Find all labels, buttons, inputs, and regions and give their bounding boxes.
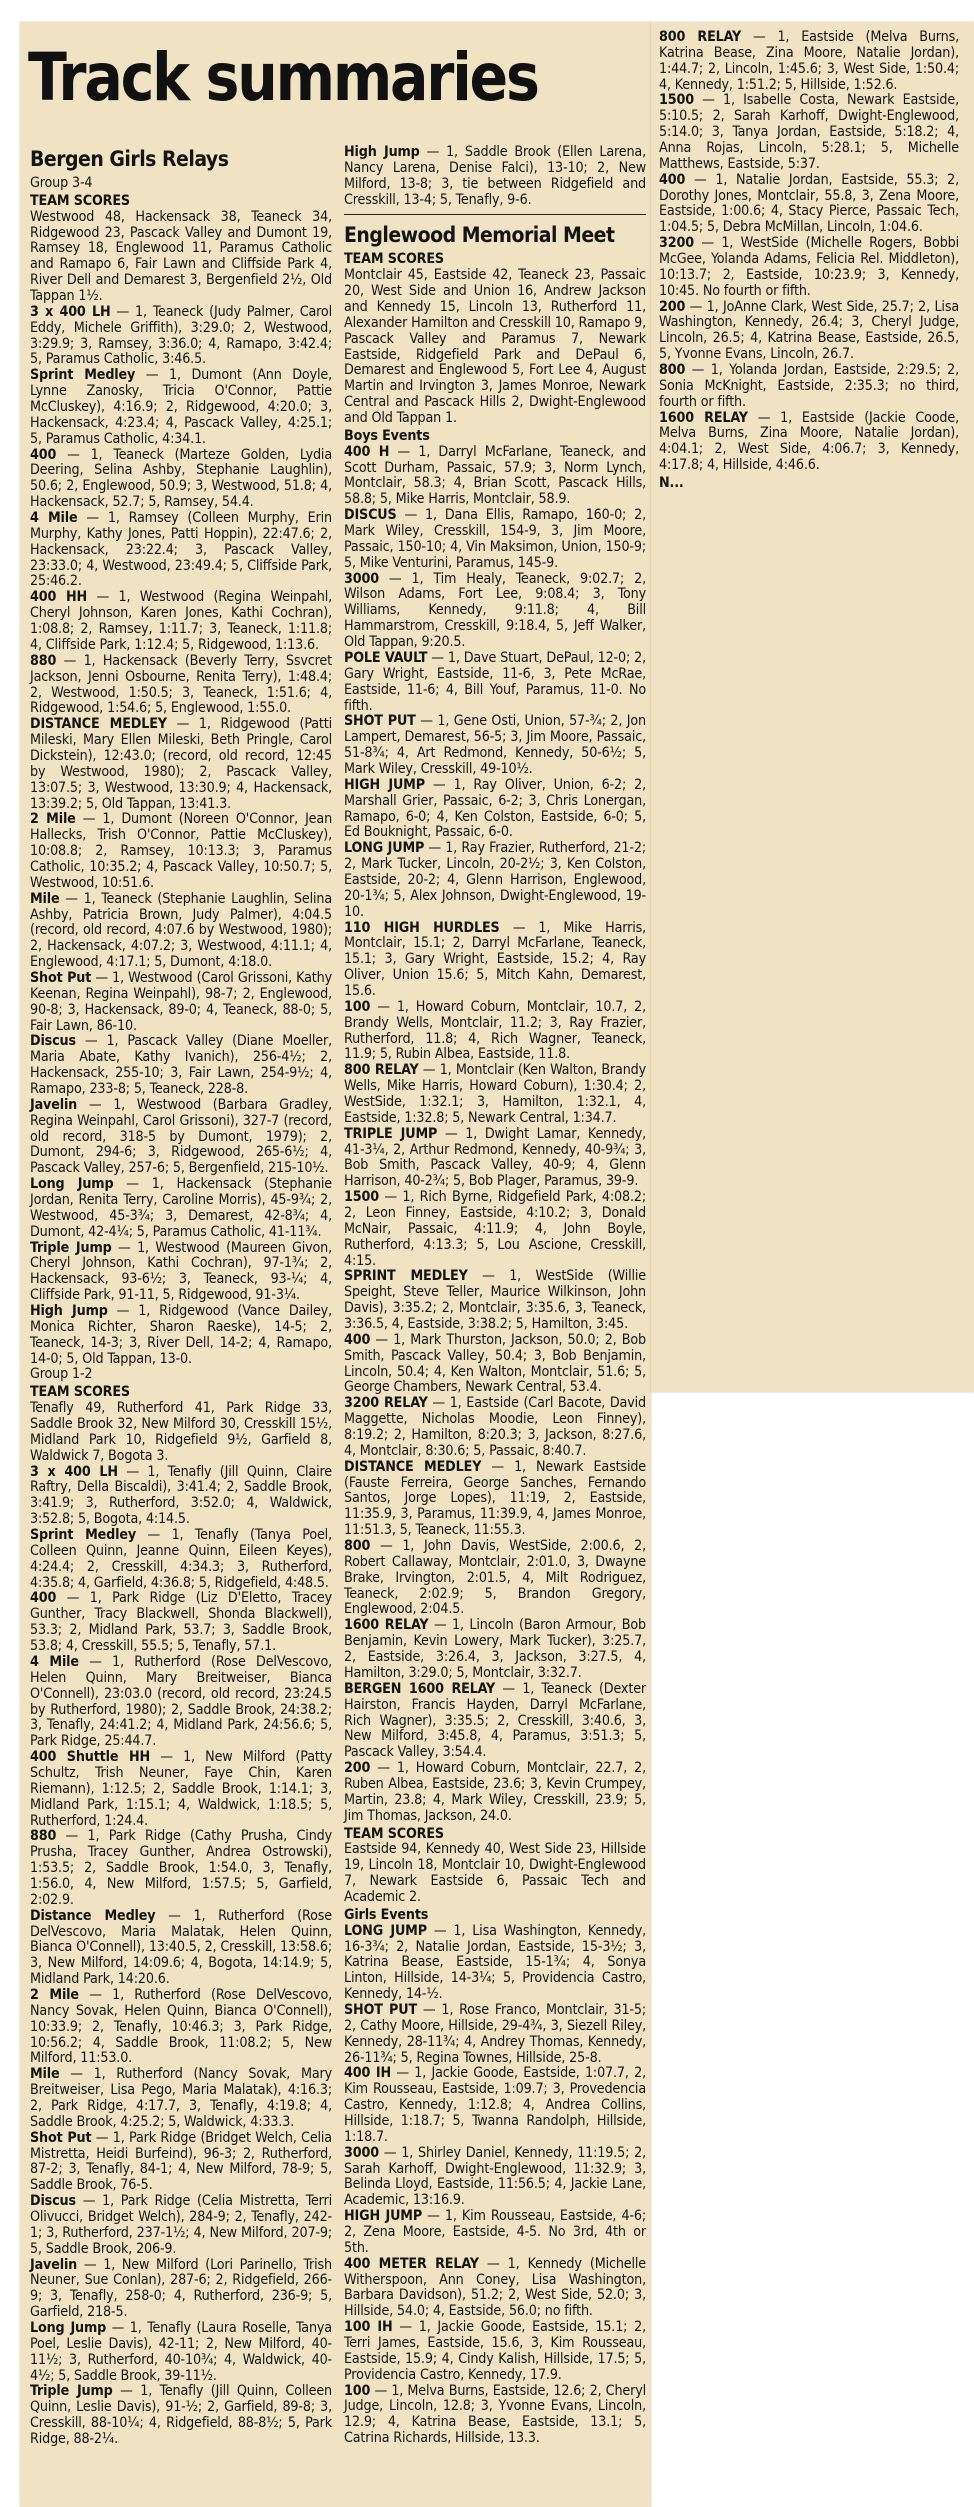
event-name: 800 — [659, 362, 686, 379]
event-text: — 1, Jackie Goode, Eastside, 1:07.7, 2, Kim Rousseau, Eastside, 1:09.7; 3, Provedencia Castro, Kennedy, 1:12.8; 4, Andrea Collins, Hillside, 1:18.7; 5, Twanna Randolph, Hillside, 1:18.7. — [344, 2065, 646, 2145]
event-text: — 1, WestSide (Michelle Rogers, Bobbi McGee, Yolanda Adams, Felicia Rel. Middleton), 10:13.7; 2, Eastside, 10:23.9; 3, Kennedy, 10:45. No fourth or fifth. — [659, 235, 959, 299]
event-result — [30, 1528, 332, 1591]
event-result — [344, 2003, 646, 2066]
event-name: DISTANCE MEDLEY — [30, 716, 167, 733]
event-result — [30, 1241, 332, 1304]
event-name: TRIPLE JUMP — [344, 1125, 438, 1142]
event-text: — 1, Rutherford (Rose DelVescovo, Helen Quinn, Mary Breitweiser, Bianca O'Connell), 23:03.0 (record, old record, 23:24.5 by Rutherford, 1980); 2, Saddle Brook, 24:38.2; 3, Tenafly, 24:41.2; 4, Midland Park, 24:56.6; 5, Park Ridge, 25:44.7. — [30, 1653, 332, 1750]
event-result — [344, 1063, 646, 1126]
event-text: — 1, Mike Harris, Montclair, 15.1; 2, Darryl McFarlane, Teaneck, 15.1; 3, Gary Wright, Eastside, 15.2; 4, Ray Oliver, Union 15.6; 5, Mitch Kahn, Demarest, 15.6. — [344, 919, 647, 999]
event-text: — 1, Ray Frazier, Rutherford, 21-2; 2, Mark Tucker, Lincoln, 20-2½; 3, Ken Colston, Eastside, 20-2; 4, Glenn Harrison, Englewood, 20-1¾; 5, Alex Johnson, Dwight-Englewood, 19-10. — [344, 840, 646, 920]
event-text: — 1, Westwood (Maureen Givon, Cheryl Johnson, Kathi Cochran), 97-1¾; 2, Hackensack, 93-6½; 3, Teaneck, 93-¼; 4, Cliffside Park, 91-11, 5, Ridgewood, 91-3¼. — [30, 1239, 332, 1304]
event-text: — 1, Hackensack (Stephanie Jordan, Renita Terry, Caroline Morris), 45-9¾; 2, Westwood, 45-3¾; 3, Demarest, 42-8¾; 4, Dumont, 42-4¼; 5, Paramus Catholic, 41-11¾. — [30, 1176, 332, 1240]
event-name: Sprint Medley — [30, 1527, 137, 1544]
event-result — [344, 1618, 646, 1681]
events-label: Girls Events — [344, 1906, 429, 1923]
event-name: 880 — [30, 652, 57, 669]
event-result — [30, 1829, 332, 1908]
event-result — [30, 1750, 332, 1829]
event-result — [344, 1539, 646, 1618]
event-text: — 1, Ridgewood (Patti Mileski, Mary Ellen Mileski, Beth Pringle, Carol Dickstein), 12:43.0; (record, old record, 12:45 by Westwood, 1980); 2, Pascack Valley, 13:07.5; 3, Westwood, 13:30.9; 4, Hackensack, 13:39.2; 5, Old Tappan, 13:41.3. — [30, 716, 332, 812]
event-result — [344, 714, 646, 777]
event-text: — 1, Dumont (Noreen O'Connor, Jean Hallecks, Trish O'Connor, Pattie McCluskey), 10:08.8; 2, Ramsey, 10:13.3; 3, Paramus Catholic, 10:35.2; 4, Pascack Valley, 10:50.7; 5, Westwood, 10:51.6. — [30, 811, 333, 891]
event-result — [30, 305, 332, 368]
event-name: 3000 — [344, 2144, 379, 2161]
event-text: — 1, Park Ridge (Cathy Prusha, Cindy Prusha, Tracey Gunther, Andrea Ostrowski), 1:53.5; 2, Saddle Brook, 1:54.0, 3, Tenafly, 1:56.0, 4, New Milford, 1:57.5; 5, Garfield, 2:02.9. — [30, 1828, 332, 1908]
event-text: — 1, New Milford (Lori Parinello, Trish Neuner, Sue Conlan), 287-6; 2, Ridgefield, 266-9; 3, Tenafly, 258-0; 4, Rutherford, 236-9; 5, Garfield, 218-5. — [30, 2256, 332, 2321]
event-name: Triple Jump — [30, 2383, 113, 2400]
event-name: 400 Shuttle HH — [30, 1749, 151, 1766]
event-text: — 1, Newark Eastside (Fauste Ferreira, George Sanches, Fernando Santos, Jorge Lopes), 11:19, 2, Eastside, 11:35.9, 3, Paramus, 11:39.9, 4, James Monroe, 11:51.3, 5, Teaneck, 11:55.3. — [344, 1458, 647, 1539]
event-result — [30, 2131, 332, 2194]
event-result — [344, 2146, 646, 2209]
event-result — [344, 2320, 646, 2383]
event-text: — 1, Ridgewood (Vance Dailey, Monica Richter, Sharon Raeske), 14-5; 2, Teaneck, 14-3; 3, River Dell, 14-2; 4, Ramapo, 14-0; 5, Old Tappan, 13-0. — [30, 1303, 332, 1367]
team-scores-label: TEAM SCORES — [30, 1384, 130, 1401]
event-result — [30, 2194, 332, 2257]
event-text: — 1, Pascack Valley (Diane Moeller, Maria Abate, Kathy Ivanich), 256-4½; 2, Hackensack, 255-10; 3, Fair Lawn, 254-9½; 4, Ramapo, 233-8; 5, Teaneck, 228-8. — [30, 1033, 332, 1097]
event-text: — 1, Rose Franco, Montclair, 31-5; 2, Cathy Moore, Hillside, 29-4¾, 3, Siezell Riley, Kennedy, 28-11¾; 4, Andrey Thomas, Kennedy, 26-11¾; 5, Regina Townes, Hillside, 25-8. — [344, 2001, 646, 2066]
event-text: — 1, Montclair (Ken Walton, Brandy Wells, Mike Harris, Howard Coburn), 1:30.4; 2, WestSide, 1:32.1; 3, Hamilton, 1:32.1, 4, Eastside, 1:32.8; 5, Newark Central, 1:34.7. — [344, 1062, 646, 1126]
event-text: — 1, JoAnne Clark, West Side, 25.7; 2, Lisa Washington, Kennedy, 26.4; 3, Cheryl Judge, Lincoln, 26.5; 4, Katrina Bease, Eastside, 26.5, 5, Yvonne Evans, Lincoln, 26.7. — [659, 298, 959, 363]
event-result — [30, 2321, 332, 2384]
event-text: — 1, Tenafly (Jill Quinn, Claire Raftry, Della Biscaldi), 3:41.4; 2, Saddle Brook, 3:41.9; 3, Rutherford, 3:52.0; 4, Waldwick, 3:52.8; 5, Bogota, 4:14.5. — [30, 1463, 332, 1528]
event-name: 400 — [344, 1331, 371, 1348]
event-text: — 1, Park Ridge (Celia Mistretta, Terri Olivucci, Bridget Welch), 284-9; 2, Tenafly, 242-1; 3, Rutherford, 237-1½; 4, New Milford, 207-9; 5, Saddle Brook, 206-9. — [30, 2193, 332, 2257]
team-scores-label: TEAM SCORES — [344, 1825, 444, 1842]
event-text: — 1, Howard Coburn, Montclair, 22.7, 2, Ruben Albea, Eastside, 23.6; 3, Kevin Crumpey, Martin, 23.8; 4, Mark Wiley, Cresskill, 23.9; 5, Jim Thomas, Jackson, 24.0. — [344, 1760, 646, 1824]
event-result — [30, 511, 332, 590]
event-text: — 1, Ramsey (Colleen Murphy, Erin Murphy, Kathy Jones, Patti Hoppin), 22:47.6; 2, Hackensack, 23:22.4; 3, Pascack Valley, 23:33.0; 4, Westwood, 23:49.4; 5, Cliffside Park, 25:46.2. — [30, 510, 332, 590]
event-text: — 1, Tenafly (Laura Roselle, Tanya Poel, Leslie Davis), 42-11; 2, New Milford, 40-11½; 3, Rutherford, 40-10¾; 4, Waldwick, 40-4½; 5, Saddle Brook, 39-11½. — [30, 2320, 332, 2384]
event-text: — 1, Teaneck (Dexter Hairston, Francis Hayden, Darryl McFarlane, Rich Wagner), 3:35.5; 2, Cresskill, 3:40.6, 3, New Milford, 3:45.8, 4, Paramus, 3:51.3; 5, Pascack Valley, 3:54.4. — [344, 1680, 646, 1761]
column-1 — [30, 145, 332, 2503]
team-scores: Montclair 45, Eastside 42, Teaneck 23, Passaic 20, West Side and Union 16, Andrew Jackson and Kennedy 15, Lincoln 13, Rutherford 11, Alexander Hamilton and Cresskill 10, Ramapo 9, Pascack Valley and Paramus 7, Newark Eastside, Ridgefield Park and DePaul 6, Demarest and Englewood 5, Fort Lee 4, August Martin and Irvington 3, James Monroe, Newark Central and Pascack Hills 2, Dwight-Englewood and Old Tappan 1. — [344, 267, 646, 427]
event-result — [344, 2066, 646, 2145]
event-text: — 1, Natalie Jordan, Eastside, 55.3; 2, Dorothy Jones, Montclair, 55.8, 3, Zena Moore, Eastside, 1:00.6; 4, Stacy Pierce, Passaic Tech, 1:04.5; 5, Debra McMillan, Lincoln, 1:04.6. — [659, 171, 959, 236]
event-name: HIGH JUMP — [344, 2208, 423, 2225]
event-result — [30, 1591, 332, 1654]
event-result — [344, 445, 646, 508]
event-text: — 1, Dave Stuart, DePaul, 12-0; 2, Gary Wright, Eastside, 11-6, 3, Pete McRae, Eastside, 11-6; 4, Bill Youf, Paramus, 11-0. No fifth. — [344, 649, 646, 714]
event-name: 200 — [659, 298, 686, 315]
event-name: 400 — [30, 1590, 57, 1607]
event-result — [30, 717, 332, 812]
event-name: 800 RELAY — [344, 1062, 419, 1079]
event-result — [659, 236, 959, 299]
events-label: Boys Events — [344, 427, 430, 444]
event-name: Long Jump — [30, 2320, 107, 2337]
event-result — [344, 572, 646, 651]
event-text: — 1, Isabelle Costa, Newark Eastside, 5:10.5; 2, Sarah Karhoff, Dwight-Englewood, 5:14.0; 3, Tanya Jordan, Eastside, 5:18.2; 4, Anna Rojas, Lincoln, 5:28.1; 5, Michelle Matthews, Eastside, 5:37. — [659, 92, 959, 172]
event-name: Javelin — [30, 1096, 78, 1113]
event-result — [659, 363, 959, 411]
event-name: Mile — [30, 890, 60, 907]
event-text: — 1, Gene Osti, Union, 57-¾; 2, Jon Lampert, Demarest, 56-5; 3, Jim Moore, Passaic, 51-8¾; 4, Art Redmond, Kennedy, 50-6½; 5, Mark Wiley, Cresskill, 49-10½. — [344, 713, 646, 777]
event-name: 4 Mile — [30, 510, 78, 527]
event-name: 400 — [30, 446, 57, 463]
event-name: 3000 — [344, 570, 379, 587]
event-result — [344, 2384, 646, 2447]
event-name: DISCUS — [344, 507, 397, 524]
event-text: — 1, Teaneck (Judy Palmer, Carol Eddy, Michele Griffith), 3:29.0; 2, Westwood, 3:29.9; 3, Ramsey, 3:36.0; 4, Ramapo, 3:42.4; 5, Paramus Catholic, 3:46.5. — [30, 303, 332, 368]
event-result — [30, 1988, 332, 2067]
event-result — [344, 1761, 646, 1824]
event-name: 2 Mile — [30, 1986, 79, 2003]
event-name: 1600 RELAY — [344, 1617, 429, 1634]
event-name: 200 — [344, 1760, 371, 1777]
event-result — [344, 508, 646, 571]
event-result — [344, 921, 646, 1000]
event-result — [659, 411, 959, 474]
event-result — [344, 651, 646, 714]
event-result — [344, 1000, 646, 1063]
event-result — [30, 1177, 332, 1240]
event-name: 4 Mile — [30, 1653, 79, 1670]
team-scores-label: TEAM SCORES — [344, 251, 444, 268]
column-3 — [659, 30, 959, 1385]
event-result — [659, 30, 959, 93]
event-text: — 1, Rich Byrne, Ridgefield Park, 4:08.2; 2, Leon Finney, Eastside, 4:10.2; 3, Donald McNair, Passaic, 4:11.9; 4, John Boyle, Rutherford, 4:13.3; 5, Lou Ascione, Cresskill, 4:15. — [344, 1189, 646, 1269]
article-clipping — [20, 22, 651, 2507]
event-result — [344, 1924, 646, 2003]
group-label: Group 1-2 — [30, 1366, 93, 1383]
event-result — [30, 892, 332, 971]
event-name: Javelin — [30, 2256, 78, 2273]
event-name: 3200 RELAY — [344, 1395, 428, 1412]
event-name: LONG JUMP — [344, 840, 425, 857]
section-heading: Bergen Girls Relays — [30, 147, 229, 171]
event-name: Shot Put — [30, 2129, 92, 2146]
event-name: 400 HH — [30, 589, 88, 606]
page-title: Track summaries — [28, 40, 538, 116]
event-text: — 1, Saddle Brook (Ellen Larena, Nancy Larena, Denise Falci), 13-10; 2, New Milford, 13-8; 3, tie between Ridgefield and Cresskill, 13-4; 5, Tenafly, 9-6. — [344, 144, 646, 208]
event-name: SHOT PUT — [344, 713, 416, 730]
event-name: Discus — [30, 1033, 76, 1050]
event-result — [344, 2209, 646, 2257]
event-text: — 1, Jackie Goode, Eastside, 15.1; 2, Terri James, Eastside, 15.6, 3, Kim Rousseau, Eastside, 15.9; 4, Cindy Kalish, Hillside, 17.5; 5, Providencia Castro, Kennedy, 17.9. — [344, 2319, 646, 2383]
event-text: — 1, Hackensack (Beverly Terry, Ssvcret Jackson, Jenni Osbourne, Renita Terry), 1:48.4; 2, Westwood, 1:50.5; 3, Teaneck, 1:51.6; 4, Ridgewood, 1:54.6; 5, Englewood, 1:55.0. — [30, 652, 332, 717]
event-name: 110 HIGH HURDLES — [344, 919, 500, 936]
event-result — [659, 93, 959, 172]
event-text: — 1, John Davis, WestSide, 2:00.6, 2, Robert Callaway, Montclair, 2:01.0, 3, Dwayne Brake, Irvington, 2:01.5, 4, Milt Rodriguez, Teaneck, 2:02.9; 5, Brandon Gregory, Englewood, 2:04.5. — [344, 1538, 646, 1618]
event-name: 400 METER RELAY — [344, 2255, 479, 2272]
event-text: — 1, Park Ridge (Bridget Welch, Celia Mistretta, Heidi Burfeind), 96-3; 2, Rutherford, 87-2; 3, Tenafly, 84-1; 4, New Milford, 78-9; 5, Saddle Brook, 76-5. — [30, 2129, 332, 2194]
event-text: — 1, Rutherford (Rose DelVescovo, Maria Malatak, Helen Quinn, Bianca O'Connell), 13:40.5, 2, Cresskill, 13:58.6; 3, New Milford, 14:09.6; 4, Bogota, 14:14.9; 5, Midland Park, 14:20.6. — [30, 1907, 332, 1988]
event-name: Mile — [30, 2066, 60, 2083]
section-divider — [344, 214, 646, 215]
event-result — [344, 1396, 646, 1459]
event-text: — 1, Eastside (Jackie Coode, Melva Burns, Zina Moore, Natalie Jordan), 4:04.1; 2, West Side, 4:06.7; 3, Kennedy, 4:17.8; 4, Hillside, 4:46.6. — [659, 409, 960, 474]
event-result — [30, 1465, 332, 1528]
event-text: — 1, Teaneck (Stephanie Laughlin, Selina Ashby, Patricia Brown, Judy Palmer), 4:04.5 (record, old record, 4:07.6 by Westwood, 1980); 2, Hackensack, 4:07.2; 3, Westwood, 4:11.1; 4, Englewood, 4:17.1; 5, Dumont, 4:18.0. — [30, 890, 332, 971]
event-name: Long Jump — [30, 1176, 114, 1193]
event-name: POLE VAULT — [344, 649, 428, 666]
event-result — [344, 1190, 646, 1269]
event-result — [30, 448, 332, 511]
event-name: 100 IH — [344, 2319, 393, 2336]
event-name: 1500 — [659, 92, 694, 109]
event-name: SPRINT MEDLEY — [344, 1268, 468, 1285]
event-text: — 1, Shirley Daniel, Kennedy, 11:19.5; 2, Sarah Karhoff, Dwight-Englewood, 11:32.9; 3, Belinda Lloyd, Eastside, 11:56.5; 4, Jackie Lane, Academic, 13:16.9. — [344, 2144, 646, 2209]
event-result — [30, 654, 332, 717]
event-result — [344, 1269, 646, 1332]
event-name: LONG JUMP — [344, 1922, 427, 1939]
event-text: — 1, Eastside (Melva Burns, Katrina Bease, Zina Moore, Natalie Jordan), 1:44.7; 2, Lincoln, 1:45.6; 3, West Side, 1:50.4; 4, Kennedy, 1:51.2; 5, Hillside, 1:52.6. — [659, 29, 959, 93]
event-name: 100 — [344, 2382, 371, 2399]
team-scores: Tenafly 49, Rutherford 41, Park Ridge 33, Saddle Brook 32, New Milford 30, Cresskill 15½, Midland Park 10, Ridgefield 9½, Garfield 8, Waldwick 7, Bogota 3. — [30, 1400, 332, 1464]
event-result — [30, 971, 332, 1034]
section-heading: Englewood Memorial Meet — [344, 223, 615, 248]
event-result — [30, 2067, 332, 2130]
group-label: Group 3-4 — [30, 175, 93, 191]
event-text: — 1, Eastside (Carl Bacote, David Maggette, Nicholas Moodie, Leon Finney), 8:19.2; 2, Hamilton, 8:20.3; 3, Jackson, 8:27.6, 4, Montclair, 8:30.6; 5, Passaic, 8:40.7. — [344, 1395, 646, 1459]
event-result — [30, 1909, 332, 1988]
event-name: SHOT PUT — [344, 2001, 418, 2018]
event-text: — 1, Dumont (Ann Doyle, Lynne Zanosky, Tricia O'Connor, Pattie McCluskey), 4:16.9; 2, Ridgewood, 4:20.0; 3, Hackensack, 4:23.4; 4, Pascack Valley, 4:25.1; 5, Paramus Catholic, 4:34.1. — [30, 367, 332, 447]
event-name: Discus — [30, 2193, 76, 2210]
event-text: — 1, Darryl McFarlane, Teaneck, and Scott Durham, Passaic, 57.9; 3, Norm Lynch, Montclair, 58.3; 4, Brian Scott, Pascack Hills, 58.8; 5, Mike Harris, Montclair, 58.9. — [344, 443, 646, 508]
event-name: 400 — [659, 171, 686, 188]
event-result — [30, 1034, 332, 1097]
event-name: 3 x 400 LH — [30, 1463, 118, 1480]
team-scores: Eastside 94, Kennedy 40, West Side 23, Hillside 19, Lincoln 18, Montclair 10, Dwight-Englewood 7, Newark Eastside 6, Passaic Tech and Academic 2. — [344, 1841, 646, 1905]
event-text: — 1, New Milford (Patty Schultz, Trish Neuner, Faye Chin, Karen Riemann), 1:12.5; 2, Saddle Brook, 1:14.1; 3, Midland Park, 1:15.1; 4, Waldwick, 1:18.5; 5, Rutherford, 1:24.4. — [30, 1749, 332, 1829]
event-result — [30, 1304, 332, 1367]
event-name: 400 IH — [344, 2065, 392, 2082]
event-result — [344, 145, 646, 208]
event-name: Sprint Medley — [30, 367, 136, 384]
event-text: — 1, Tenafly (Jill Quinn, Colleen Quinn, Leslie Davis), 91-½; 2, Garfield, 89-8; 3, Cresskill, 88-10¼; 4, Ridgefield, 88-8½; 5, Park Ridge, 88-2¼. — [30, 2383, 332, 2448]
event-name: 100 — [344, 998, 371, 1015]
event-name: BERGEN 1600 RELAY — [344, 1680, 496, 1697]
event-text: — 1, Westwood (Barbara Gradley, Regina Weinpahl, Carol Grissoni), 327-7 (record, old record, 318-5 by Dumont, 1979); 2, Dumont, 294-6; 3, Ridgewood, 265-6½; 4, Pascack Valley, 257-6; 5, Bergenfield, 215-10½. — [30, 1096, 332, 1177]
event-text: — 1, Melva Burns, Eastside, 12.6; 2, Cheryl Judge, Lincoln, 12.8; 3, Yvonne Evans, Lincoln, 12.9; 4, Katrina Bease, Eastside, 13.1; 5, Catrina Richards, Hillside, 13.3. — [344, 2382, 646, 2447]
event-result — [344, 841, 646, 920]
event-result — [30, 812, 332, 891]
event-text: — 1, Kennedy (Michelle Witherspoon, Ann Coney, Lisa Washington, Barbara Davidson), 51.2; 2, West Side, 52.0; 3, Hillside, 54.0; 4, Eastside, 56.0; no fifth. — [344, 2255, 646, 2320]
event-result — [344, 1127, 646, 1190]
event-name: Shot Put — [30, 969, 92, 986]
event-name: 1600 RELAY — [659, 409, 748, 426]
event-text: — 1, Rutherford (Rose DelVescovo, Nancy Sovak, Helen Quinn, Bianca O'Connell), 10:33.9; 2, Tenafly, 10:46.3; 3, Park Ridge, 10:56.2; 4, Saddle Brook, 11:08.2; 5, New Milford, 11:53.0. — [30, 1986, 332, 2067]
article-clipping-continued — [651, 22, 974, 1392]
event-text: — 1, Kim Rousseau, Eastside, 4-6; 2, Zena Moore, Eastside, 4-5. No 3rd, 4th or 5th. — [344, 2208, 646, 2256]
event-text: — 1, Lincoln (Baron Armour, Bob Benjamin, Kevin Lowery, Mark Tucker), 3:25.7, 2, Eastside, 3:26.4, 3, Jackson, 3:27.5, 4, Hamilton, 3:29.0; 5, Montclair, 3:32.7. — [344, 1617, 646, 1681]
event-name: High Jump — [30, 1303, 108, 1320]
event-name: 400 H — [344, 443, 390, 460]
event-text: — 1, WestSide (Willie Speight, Steve Teller, Maurice Wilkinson, John Davis), 3:35.2; 2, Montclair, 3:35.6, 3, Teaneck, 3:36.5, 4, Eastside, 3:38.2; 5, Hamilton, 3:45. — [344, 1268, 646, 1333]
event-text: — 1, Yolanda Jordan, Eastside, 2:29.5; 2, Sonia McKnight, Eastside, 2:35.3; no third, fourth or fifth. — [659, 362, 959, 410]
event-result — [30, 590, 332, 653]
event-result — [344, 1682, 646, 1761]
event-name: 3 x 400 LH — [30, 303, 111, 320]
event-text: — 1, Westwood (Carol Grissoni, Kathy Keenan, Regina Weinpahl), 98-7; 2, Englewood, 90-8; 3, Hackensack, 89-0; 4, Teaneck, 88-0; 5, Fair Lawn, 86-10. — [30, 969, 332, 1034]
event-name: 800 RELAY — [659, 29, 742, 45]
event-result — [30, 368, 332, 447]
event-text: — 1, Park Ridge (Liz D'Eletto, Tracey Gunther, Tracy Blackwell, Shonda Blackwell), 53.3; 2, Midland Park, 53.7; 3, Saddle Brook, 53.8; 4, Cresskill, 55.5; 5, Tenafly, 57.1. — [30, 1590, 332, 1655]
event-result — [344, 1333, 646, 1396]
event-text: — 1, Dana Ellis, Ramapo, 160-0; 2, Mark Wiley, Cresskill, 154-9, 3, Jim Moore, Passaic, 150-10; 4, Vin Maksimon, Union, 150-9; 5, Mike Venturini, Paramus, 145-9. — [344, 507, 646, 571]
event-text: — 1, Tenafly (Tanya Poel, Colleen Quinn, Jeanne Quinn, Eileen Keyes), 4:24.4; 2, Cresskill, 4:34.3; 3, Rutherford, 4:35.8; 4, Garfield, 4:36.8; 5, Ridgefield, 4:48.5. — [30, 1527, 332, 1591]
event-result — [344, 2257, 646, 2320]
event-name: 3200 — [659, 235, 694, 252]
event-text: — 1, Lisa Washington, Kennedy, 16-3¾; 2, Natalie Jordan, Eastside, 15-3½; 3, Katrina Bease, Eastside, 15-1¾; 4, Sonya Linton, Hillside, 14-3¼; 5, Providencia Castro, Kennedy, 14-½. — [344, 1922, 646, 2003]
event-result — [30, 2258, 332, 2321]
event-name: 880 — [30, 1828, 57, 1845]
event-name: 1500 — [344, 1189, 379, 1206]
event-text: — 1, Teaneck (Marteze Golden, Lydia Deering, Selina Ashby, Stephanie Laughlin), 50.6; 2, Englewood, 50.9; 3, Westwood, 51.8; 4, Hackensack, 52.7; 5, Ramsey, 54.4. — [30, 446, 332, 511]
column-2 — [344, 145, 646, 2503]
event-result — [30, 1098, 332, 1177]
event-name: 800 — [344, 1538, 371, 1555]
event-result — [659, 300, 959, 363]
event-name: DISTANCE MEDLEY — [344, 1458, 482, 1475]
event-name: 2 Mile — [30, 811, 76, 828]
event-result — [659, 173, 959, 236]
event-text: — 1, Ray Oliver, Union, 6-2; 2, Marshall Grier, Passaic, 6-2; 3, Chris Lonergan, Ramapo, 6-0; 4, Ken Colston, Eastside, 6-0; 5, Ed Bouknight, Passaic, 6-0. — [344, 776, 646, 841]
event-text: — 1, Dwight Lamar, Kennedy, 41-3¼, 2, Arthur Redmond, Kennedy, 40-9¾; 3, Bob Smith, Pascack Valley, 40-9; 4, Glenn Harrison, 40-2¾; 5, Bob Plager, Paramus, 39-9. — [344, 1125, 646, 1190]
event-result — [344, 778, 646, 841]
event-text: — 1, Mark Thurston, Jackson, 50.0; 2, Bob Smith, Pascack Valley, 50.4; 3, Bob Benjamin, Lincoln, 50.4; 4, Ken Walton, Montclair, 51.6; 5, George Chambers, Newark Central, 53.4. — [344, 1331, 646, 1396]
event-result — [30, 2384, 332, 2447]
event-result — [30, 1655, 332, 1750]
team-scores: Westwood 48, Hackensack 38, Teaneck 34, Ridgewood 23, Pascack Valley and Dumont 19, Ramsey 18, Englewood 11, Paramus Catholic and Ramapo 6, Fair Lawn and Cliffside Park 4, River Dell and Demarest 3, Bergenfield 2½, Old Tappan 1½. — [30, 208, 332, 305]
event-name: Distance Medley — [30, 1907, 156, 1924]
event-text: — 1, Howard Coburn, Montclair, 10.7, 2, Brandy Wells, Montclair, 11.2; 3, Ray Frazier, Rutherford, 11.8; 4, Rich Wagner, Teaneck, 11.9; 5, Rubin Albea, Eastside, 11.8. — [344, 998, 646, 1063]
event-name: Triple Jump — [30, 1239, 112, 1256]
event-text: — 1, Tim Healy, Teaneck, 9:02.7; 2, Wilson Adams, Fort Lee, 9:08.4; 3, Tony Williams, Kennedy, 9:11.8; 4, Bill Hammarstrom, Cresskill, 9:18.4, 5, Jeff Walker, Old Tappan, 9:20.5. — [344, 570, 646, 651]
event-name: HIGH JUMP — [344, 776, 425, 793]
event-name: High Jump — [344, 144, 420, 160]
event-text: — 1, Rutherford (Nancy Sovak, Mary Breitweiser, Lisa Pego, Maria Malatak), 4:16.3; 2, Park Ridge, 4:17.7, 3, Tenafly, 4:19.8; 4, Saddle Brook, 4:25.2; 5, Waldwick, 4:33.3. — [30, 2066, 332, 2130]
page-fragment: N... — [659, 475, 684, 492]
event-result — [344, 1460, 646, 1539]
event-text: — 1, Westwood (Regina Weinpahl, Cheryl Johnson, Karen Jones, Kathi Cochran), 1:08.8; 2, Ramsey, 1:11.7; 3, Teaneck, 1:11.8; 4, Cliffside Park, 1:12.4; 5, Ridgewood, 1:13.6. — [30, 589, 332, 653]
team-scores-label: TEAM SCORES — [30, 192, 130, 209]
